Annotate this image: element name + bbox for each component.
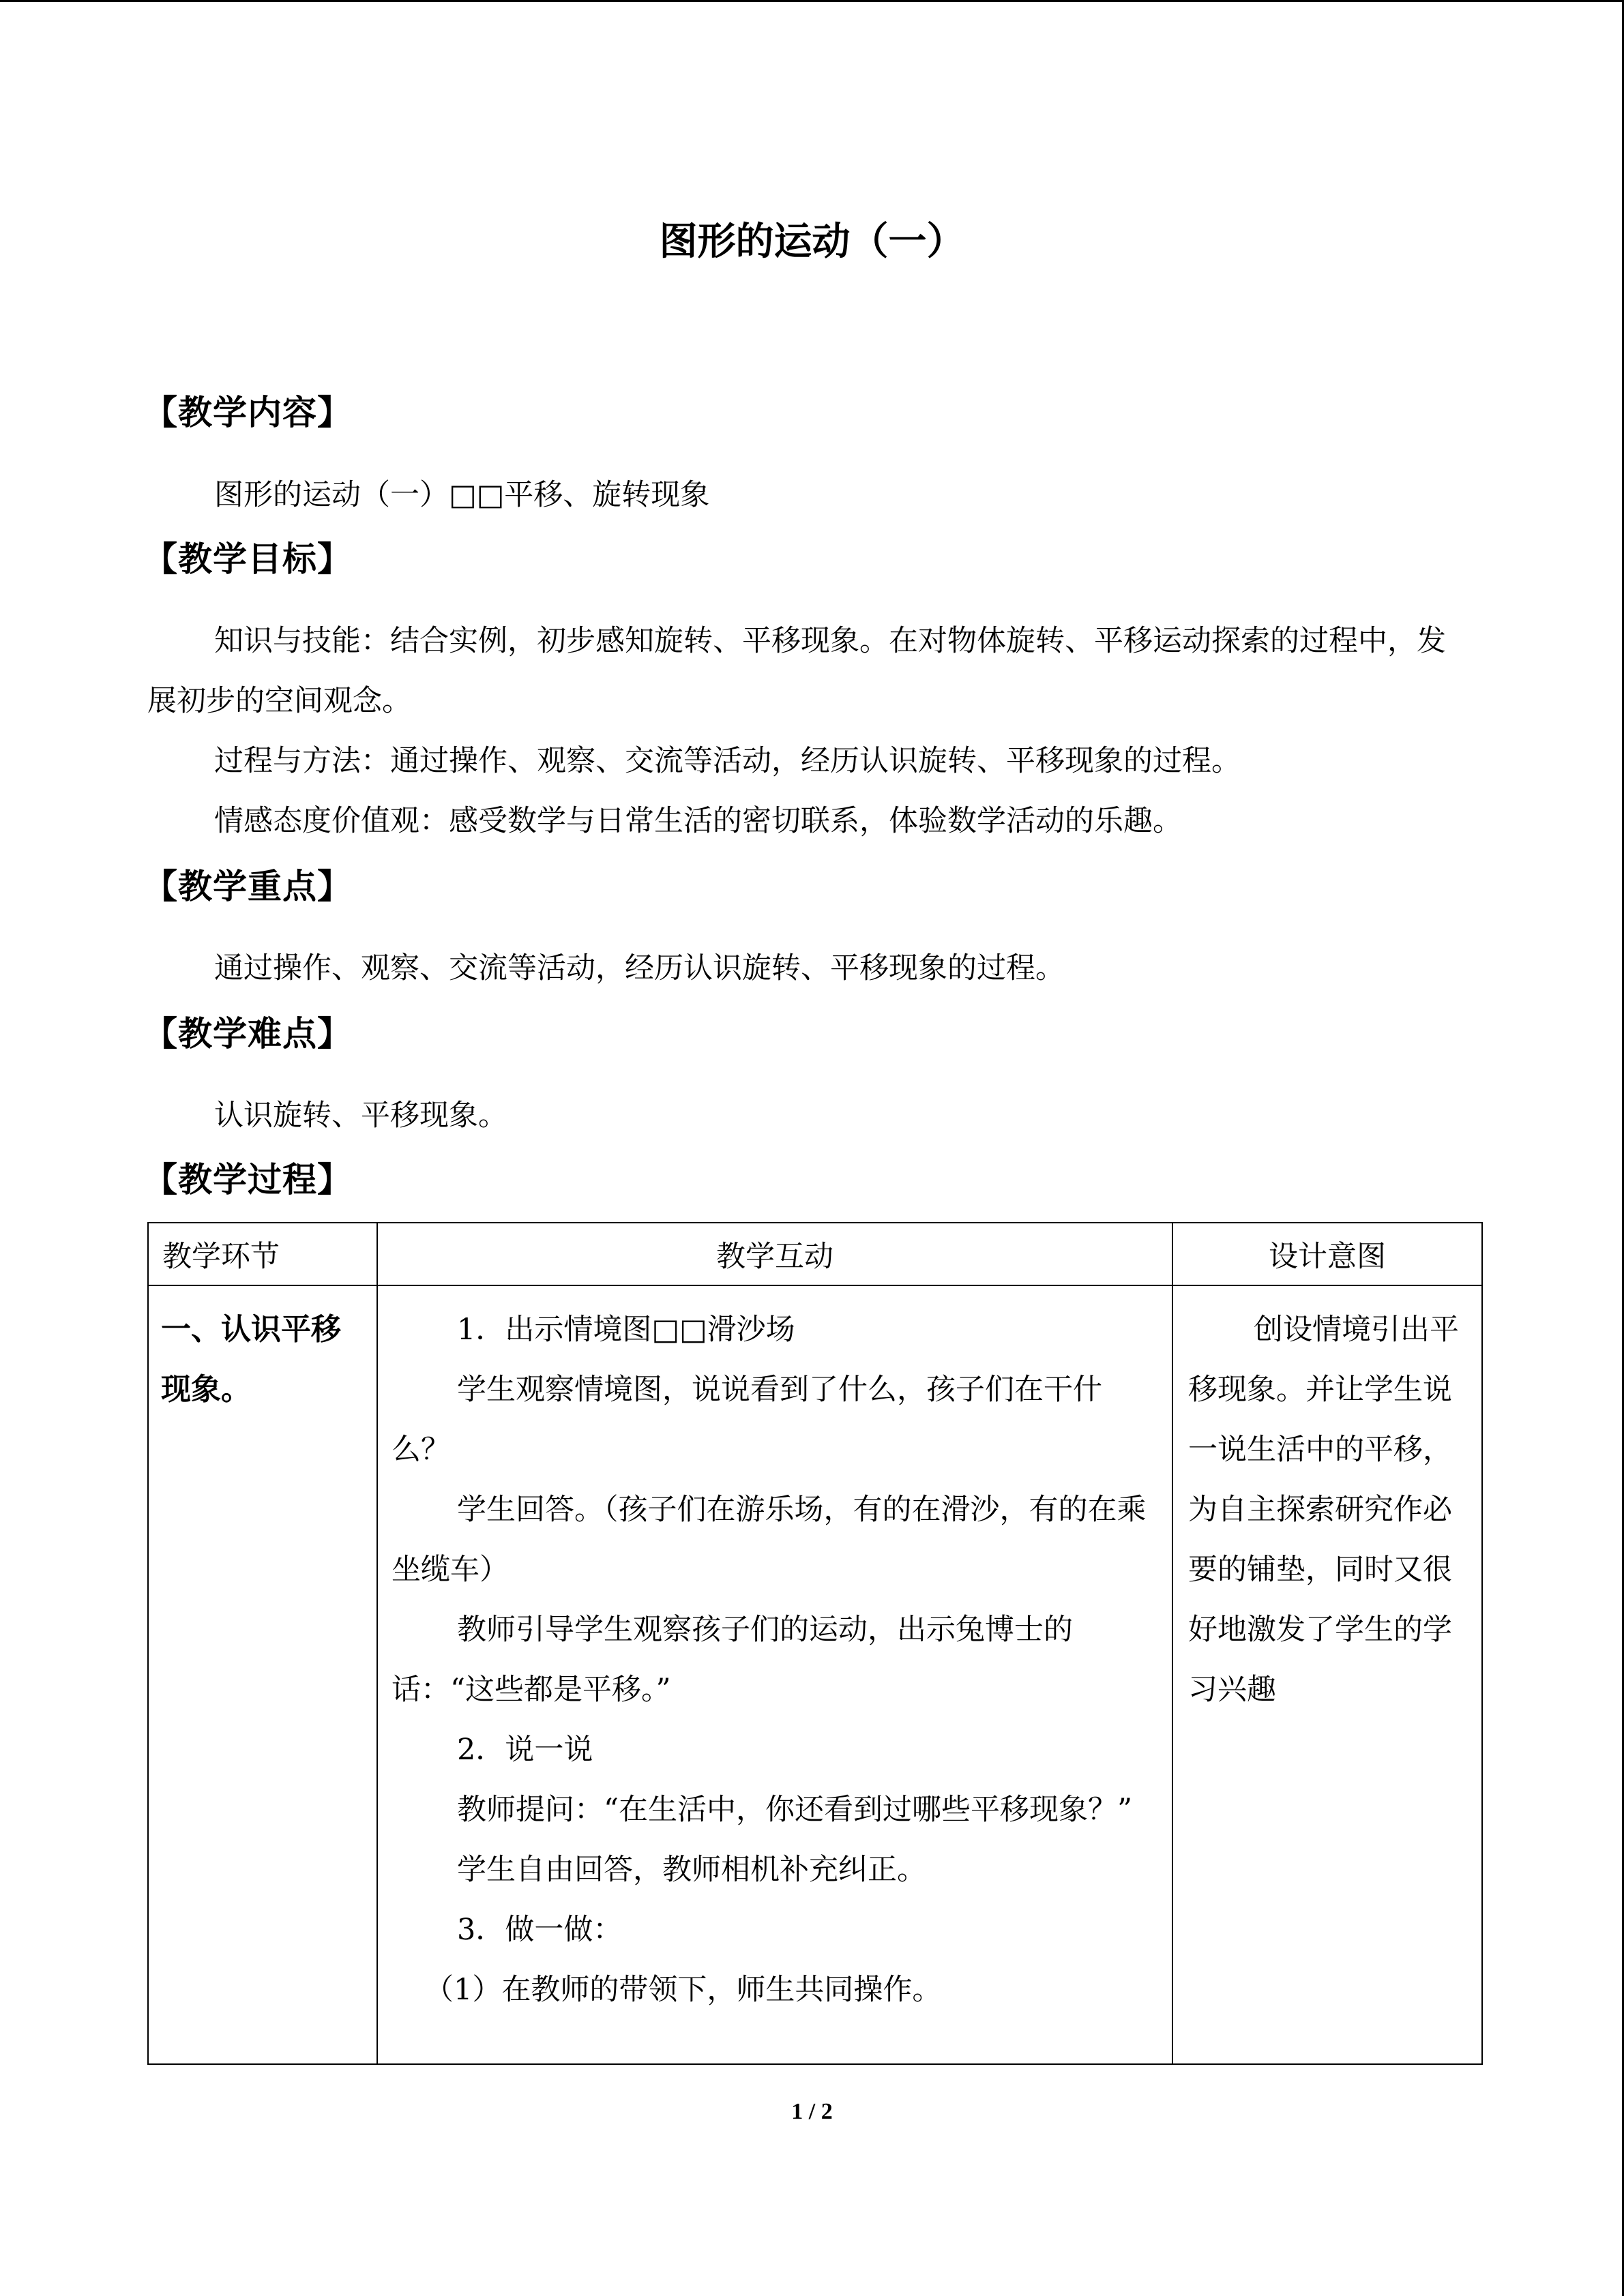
teaching-focus-text: 通过操作、观察、交流等活动，经历认识旋转、平移现象的过程。 xyxy=(214,951,1065,985)
stage-cell xyxy=(148,1285,377,2064)
goal-knowledge-text: 知识与技能：结合实例，初步感知旋转、平移现象。在对物体旋转、平移运动探索的过程中，发展初步的空间观念。 xyxy=(147,624,1446,718)
document-title: 图形的运动（一） xyxy=(659,220,965,264)
teaching-process-table xyxy=(147,1222,1483,2065)
intent-cell xyxy=(1172,1285,1482,2064)
interaction-line: 3．做一做： xyxy=(457,1913,623,1947)
stage-text: 一、认识平移现象。 xyxy=(161,1312,341,1407)
heading-teaching-goals: 【教学目标】 xyxy=(143,539,352,579)
table-row xyxy=(148,1285,1482,2064)
header-cell-interaction: 教学互动 xyxy=(377,1223,1172,1285)
goal-emotion-text: 情感态度价值观：感受数学与日常生活的密切联系，体验数学活动的乐趣。 xyxy=(214,804,1182,838)
header-cell-intent: 设计意图 xyxy=(1172,1223,1482,1285)
interaction-line: 1．出示情境图□□滑沙场 xyxy=(457,1313,795,1347)
heading-teaching-focus: 【教学重点】 xyxy=(143,867,352,906)
teaching-difficulty-text: 认识旋转、平移现象。 xyxy=(214,1099,507,1133)
interaction-line: 教师引导学生观察孩子们的运动，出示兔博士的话：“这些都是平移。” xyxy=(392,1613,1073,1707)
heading-teaching-content: 【教学内容】 xyxy=(143,393,352,432)
heading-teaching-process: 【教学过程】 xyxy=(143,1160,352,1199)
interaction-line: 学生回答。（孩子们在游乐场，有的在滑沙，有的在乘坐缆车） xyxy=(392,1493,1147,1587)
page-number: 1 / 2 xyxy=(791,2099,833,2124)
table-header-row xyxy=(148,1223,1482,1285)
page-top-border xyxy=(0,0,1624,2)
interaction-line: 2．说一说 xyxy=(457,1733,593,1767)
goal-method-text: 过程与方法：通过操作、观察、交流等活动，经历认识旋转、平移现象的过程。 xyxy=(214,744,1241,778)
interaction-line: （1）在教师的带领下，师生共同操作。 xyxy=(424,1973,942,2007)
interaction-line: 学生观察情境图，说说看到了什么，孩子们在干什么？ xyxy=(392,1373,1102,1467)
interaction-line: 教师提问：“在生活中，你还看到过哪些平移现象？” xyxy=(457,1793,1132,1827)
interaction-line: 学生自由回答，教师相机补充纠正。 xyxy=(457,1853,926,1887)
header-cell-stage: 教学环节 xyxy=(148,1223,377,1285)
interaction-cell xyxy=(377,1285,1172,2064)
intent-text: 创设情境引出平移现象。并让学生说一说生活中的平移，为自主探索研究作必要的铺垫，同时又很好地激发了学生的学习兴趣 xyxy=(1188,1313,1459,1707)
heading-teaching-difficulty: 【教学难点】 xyxy=(143,1014,352,1054)
teaching-content-text: 图形的运动（一）□□平移、旋转现象 xyxy=(214,478,710,512)
